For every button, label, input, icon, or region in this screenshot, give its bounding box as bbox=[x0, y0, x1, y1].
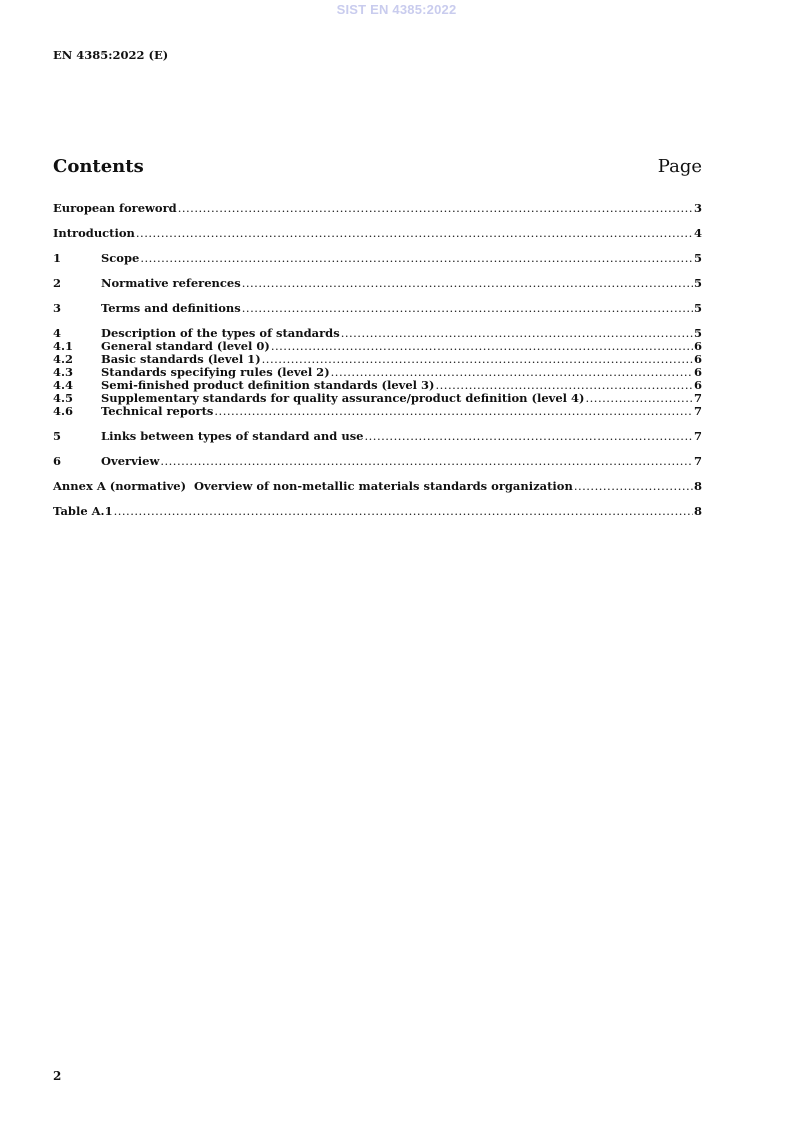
toc-entry-title: General standard (level 0) bbox=[101, 339, 270, 353]
toc-entry-title: Normative references bbox=[101, 276, 241, 290]
toc-entry-number: 4.6 bbox=[53, 404, 74, 418]
toc-leader-dots bbox=[136, 227, 693, 240]
toc-entry-number: 3 bbox=[53, 301, 62, 315]
toc-leader-dots bbox=[114, 505, 693, 518]
toc-entry-page: 5 bbox=[693, 251, 702, 265]
toc-entry-page: 8 bbox=[693, 479, 702, 493]
toc-leader-dots bbox=[140, 252, 693, 265]
toc-entry-page: 6 bbox=[693, 352, 702, 366]
toc-entry-number: 4.4 bbox=[53, 378, 74, 392]
toc-entry-number: 4 bbox=[53, 326, 62, 340]
toc-entry-page: 3 bbox=[693, 201, 702, 215]
document-id: EN 4385:2022 (E) bbox=[53, 48, 169, 62]
toc-entry-page: 7 bbox=[693, 429, 702, 443]
toc-entry-title: Overview bbox=[101, 454, 160, 468]
toc-entry-page: 4 bbox=[693, 226, 702, 240]
toc-entry-title: Semi-finished product definition standards (level 3) bbox=[101, 378, 435, 392]
toc-leader-dots bbox=[341, 327, 693, 340]
toc-leader-dots bbox=[178, 202, 693, 215]
toc-entry-title: Table A.1 bbox=[53, 504, 113, 518]
toc-entry-title: Scope bbox=[101, 251, 140, 265]
toc-entry-title: Annex A (normative) Overview of non-metallic materials standards organization bbox=[53, 479, 573, 493]
toc-entry-page: 6 bbox=[693, 339, 702, 353]
toc-entry-title: Terms and definitions bbox=[101, 301, 241, 315]
toc-leader-dots bbox=[364, 430, 693, 443]
toc-entry-number: 4.2 bbox=[53, 352, 74, 366]
contents-header bbox=[53, 156, 702, 182]
toc-leader-dots bbox=[574, 480, 693, 493]
toc-entry-page: 7 bbox=[693, 391, 702, 405]
toc-entry-overview[interactable] bbox=[53, 455, 702, 468]
contents-title: Contents bbox=[53, 156, 144, 177]
toc-entry-page: 6 bbox=[693, 378, 702, 392]
toc-entry-title: Supplementary standards for quality assurance/product definition (level 4) bbox=[101, 391, 585, 405]
toc-entry-title: Description of the types of standards bbox=[101, 326, 340, 340]
toc-entry-number: 6 bbox=[53, 454, 62, 468]
toc-leader-dots bbox=[585, 392, 693, 405]
page-column-label: Page bbox=[657, 156, 702, 177]
toc-entry-page: 7 bbox=[693, 454, 702, 468]
toc-leader-dots bbox=[214, 405, 693, 418]
toc-leader-dots bbox=[242, 302, 693, 315]
page-number: 2 bbox=[53, 1069, 62, 1083]
toc-entry-page: 5 bbox=[693, 326, 702, 340]
toc-entry-title: Standards specifying rules (level 2) bbox=[101, 365, 330, 379]
toc-entry-number: 5 bbox=[53, 429, 62, 443]
toc-leader-dots bbox=[160, 455, 693, 468]
toc-entry-page: 7 bbox=[693, 404, 702, 418]
toc-entry-annex-a[interactable] bbox=[53, 480, 702, 493]
toc-entry-title: Basic standards (level 1) bbox=[101, 352, 261, 366]
toc-entry-links[interactable] bbox=[53, 430, 702, 443]
toc-entry-number: 4.5 bbox=[53, 391, 74, 405]
toc-entry-technical-reports[interactable] bbox=[53, 405, 702, 418]
toc-entry-page: 5 bbox=[693, 276, 702, 290]
table-of-contents bbox=[53, 202, 702, 518]
toc-entry-title: Links between types of standard and use bbox=[101, 429, 364, 443]
toc-entry-terms-definitions[interactable] bbox=[53, 302, 702, 315]
toc-entry-page: 5 bbox=[693, 301, 702, 315]
toc-leader-dots bbox=[242, 277, 693, 290]
toc-entry-number: 4.3 bbox=[53, 365, 74, 379]
toc-entry-introduction[interactable] bbox=[53, 227, 702, 240]
toc-entry-table-a1[interactable] bbox=[53, 505, 702, 518]
toc-entry-title: Introduction bbox=[53, 226, 135, 240]
toc-entry-number: 2 bbox=[53, 276, 62, 290]
toc-entry-title: Technical reports bbox=[101, 404, 214, 418]
toc-leader-dots bbox=[271, 340, 693, 353]
toc-entry-title: European foreword bbox=[53, 201, 177, 215]
toc-entry-page: 6 bbox=[693, 365, 702, 379]
watermark: SIST EN 4385:2022 bbox=[336, 2, 457, 17]
toc-entry-number: 1 bbox=[53, 251, 62, 265]
toc-entry-normative-references[interactable] bbox=[53, 277, 702, 290]
toc-entry-scope[interactable] bbox=[53, 252, 702, 265]
toc-entry-page: 8 bbox=[693, 504, 702, 518]
toc-entry-number: 4.1 bbox=[53, 339, 74, 353]
toc-entry-foreword[interactable] bbox=[53, 202, 702, 215]
